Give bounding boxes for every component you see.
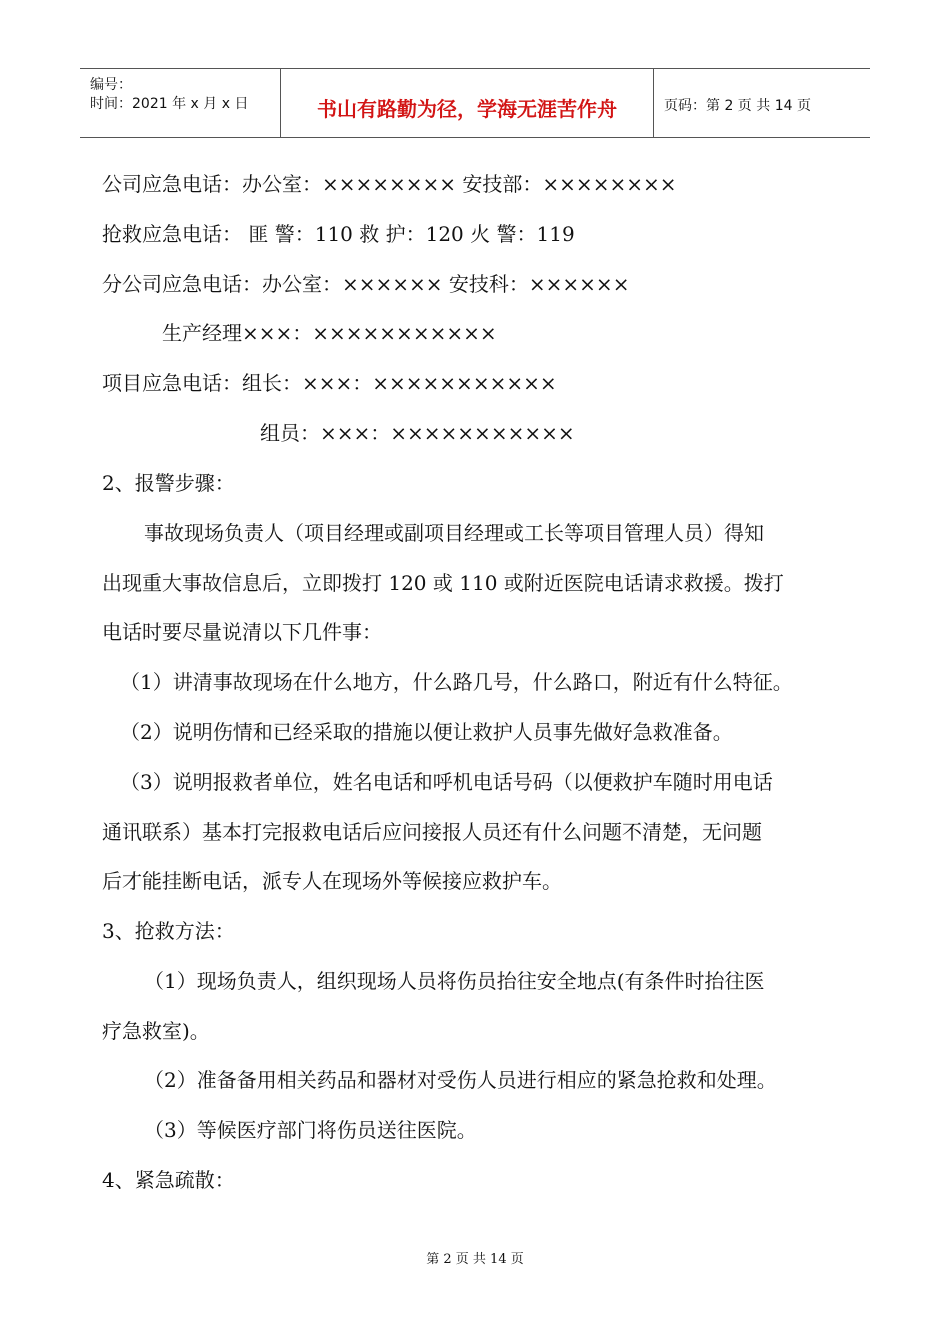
paragraph-line: 后才能挂断电话，派专人在现场外等候接应救护车。 xyxy=(102,869,562,893)
section-heading-alarm-steps: 2、报警步骤： xyxy=(102,471,235,495)
project-emergency-phone-line: 项目应急电话：组长：×××：××××××××××× xyxy=(102,371,557,395)
header-page-cell xyxy=(664,69,870,137)
header-motto: 书山有路勤为径，学海无涯苦作舟 xyxy=(317,97,617,121)
paragraph-line: 通讯联系）基本打完报救电话后应问接报人员还有什么问题不清楚，无问题 xyxy=(102,820,762,844)
production-manager-phone-line: 生产经理×××：××××××××××× xyxy=(162,321,497,345)
list-item: （1）讲清事故现场在什么地方，什么路几号，什么路口，附近有什么特征。 xyxy=(120,670,793,694)
list-item: （3）等候医疗部门将伤员送往医院。 xyxy=(144,1118,477,1142)
header-meta-cell xyxy=(80,69,281,137)
branch-emergency-phone-line: 分公司应急电话：办公室：×××××× 安技科：×××××× xyxy=(102,272,630,296)
list-item: （3）说明报救者单位，姓名电话和呼机电话号码（以便救护车随时用电话 xyxy=(120,770,773,794)
document-number-label: 编号： xyxy=(90,77,132,93)
document-date-label: 时间：2021 年 x 月 x 日 xyxy=(90,96,249,112)
page-header xyxy=(80,68,870,138)
page-footer: 第 2 页 共 14 页 xyxy=(426,1252,524,1267)
header-page-info: 页码：第 2 页 共 14 页 xyxy=(664,98,811,114)
list-item: （2）准备备用相关药品和器材对受伤人员进行相应的紧急抢救和处理。 xyxy=(144,1068,777,1092)
list-item: （1）现场负责人，组织现场人员将伤员抬往安全地点(有条件时抬往医 xyxy=(144,969,765,993)
company-emergency-phone-line: 公司应急电话：办公室：×××××××× 安技部：×××××××× xyxy=(102,172,677,196)
list-item: （2）说明伤情和已经采取的措施以便让救护人员事先做好急救准备。 xyxy=(120,720,733,744)
paragraph-line: 电话时要尽量说清以下几件事： xyxy=(102,620,382,644)
project-member-phone-line: 组员：×××：××××××××××× xyxy=(260,421,575,445)
section-heading-emergency-evacuation: 4、紧急疏散： xyxy=(102,1168,235,1192)
paragraph-line: 出现重大事故信息后，立即拨打 120 或 110 或附近医院电话请求救援。拨打 xyxy=(102,571,784,595)
header-motto-cell xyxy=(281,69,654,137)
section-heading-rescue-methods: 3、抢救方法： xyxy=(102,919,235,943)
paragraph-line: 疗急救室)。 xyxy=(102,1019,210,1043)
paragraph-line: 事故现场负责人（项目经理或副项目经理或工长等项目管理人员）得知 xyxy=(144,521,764,545)
rescue-emergency-phone-line: 抢救应急电话： 匪 警：110 救 护：120 火 警：119 xyxy=(102,222,575,246)
